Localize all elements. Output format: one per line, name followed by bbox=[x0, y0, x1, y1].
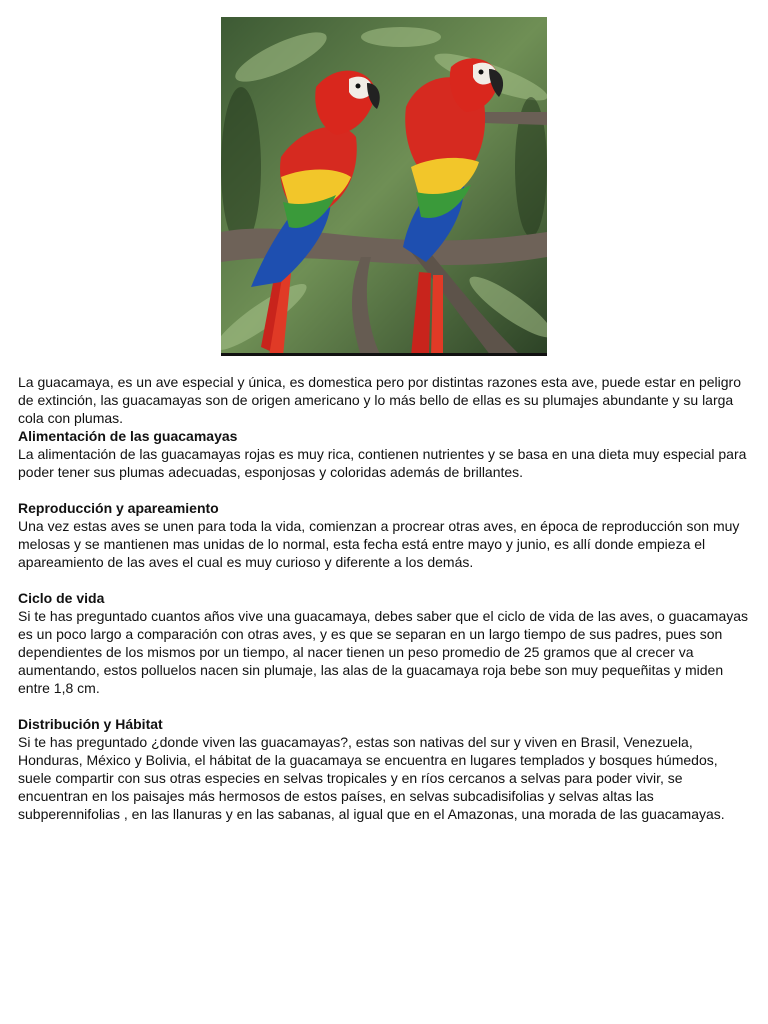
section-title-ciclo: Ciclo de vida bbox=[18, 590, 105, 606]
section-text-ciclo: Si te has preguntado cuantos años vive una guacamaya, debes saber que el ciclo de vida de las aves, o guacamayas es un poco largo a comparación con otras aves, y es que se separan en un largo tiempo de sus padres, pues son dependientes de los mismos por un tiempo, al nacer tienen un peso promedio de 25 gramos que al crecer va aumentando, estos polluelos nacen sin plumaje, las alas de la guacamaya roja bebe son muy pequeñitas y miden entre 1,8 cm. bbox=[18, 608, 749, 696]
section-title-reproduccion: Reproducción y apareamiento bbox=[18, 500, 219, 516]
section-text-alimentacion: La alimentación de las guacamayas rojas es muy rica, contienen nutrientes y se basa en una dieta muy especial para poder tener sus plumas adecuadas, esponjosas y coloridas además de brillantes. bbox=[18, 446, 747, 480]
section-text-reproduccion: Una vez estas aves se unen para toda la vida, comienzan a procrear otras aves, en época de reproducción son muy melosas y se mantienen mas unidas de lo normal, esta fecha está entre mayo y junio, es allí donde empieza el apareamiento de las aves el cual es muy curioso y diferente a los demás. bbox=[18, 518, 740, 570]
section-title-alimentacion: Alimentación de las guacamayas bbox=[18, 428, 238, 444]
article-body bbox=[18, 373, 750, 823]
section-title-distribucion: Distribución y Hábitat bbox=[18, 716, 163, 732]
macaw-photo bbox=[221, 17, 547, 356]
intro-paragraph: La guacamaya, es un ave especial y única, es domestica pero por distintas razones esta ave, puede estar en peligro de extinción, las guacamayas son de origen americano y lo más bello de ellas es su plumajes abundante y su larga cola con plumas. bbox=[18, 374, 741, 426]
section-text-distribucion: Si te has preguntado ¿donde viven las guacamayas?, estas son nativas del sur y viven en Brasil, Venezuela, Honduras, México y Bolivia, el hábitat de la guacamaya se encuentra en lugares templados y bosques húmedos, suele compartir con sus otras especies en selvas tropicales y en ríos cercanos a selvas para poder vivir, se encuentran en los paisajes más hermosos de estos países, en selvas subcadisifolias y selvas altas las subperennifolias , en las llanuras y en las sabanas, al igual que en el Amazonas, una morada de las guacamayas. bbox=[18, 734, 725, 822]
